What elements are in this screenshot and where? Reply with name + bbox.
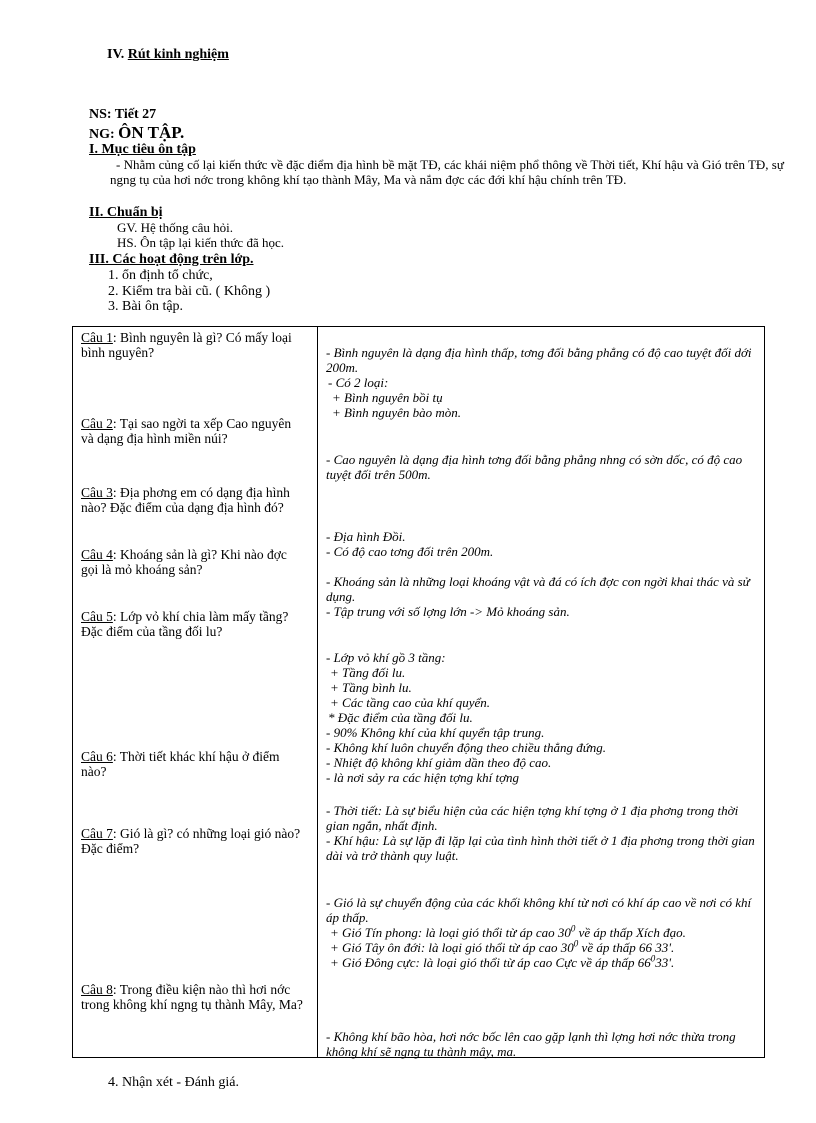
answer-line: - Không khí luôn chuyển động theo chiều thẳng đứng.	[326, 740, 607, 755]
page-title: ÔN TẬP.	[118, 123, 185, 142]
preparation-heading-text: II. Chuẩn bị	[89, 205, 163, 220]
answer-text: + Gió Tây ôn đới: là loại gió thổi từ áp cao 30	[330, 940, 574, 955]
answer-5	[326, 650, 756, 785]
question-text: : Thời tiết khác khí hậu ở điểm nào?	[81, 749, 280, 779]
section-iv-title: Rút kinh nghiệm	[127, 47, 229, 62]
question-5	[81, 609, 306, 639]
question-text: : Khoáng sản là gì? Khi nào đợc gọi là mỏ khoáng sản?	[81, 547, 287, 577]
activities-heading-text: III. Các hoạt động trên lớp.	[89, 252, 254, 267]
answer-line: + Tầng bình lu.	[330, 680, 412, 695]
answers-column	[318, 327, 765, 1058]
answer-8	[326, 1029, 756, 1059]
degree-sup: 0	[573, 938, 579, 949]
question-label: Câu 6	[81, 749, 113, 764]
question-text: : Bình nguyên là gì? Có mấy loại bình nguyên?	[81, 330, 292, 360]
questions-column	[73, 327, 318, 1058]
answer-line: - Tập trung với số lợng lớn -> Mỏ khoáng sản.	[326, 604, 570, 619]
question-text: : Gió là gì? có những loại gió nào? Đặc điểm?	[81, 826, 301, 856]
question-label: Câu 7	[81, 826, 113, 841]
answer-text: + Gió Đông cực: là loại gió thổi từ áp cao Cực về áp thấp 66	[330, 955, 651, 970]
answer-3	[326, 529, 756, 559]
answer-line: * Đặc điểm của tầng đối lu.	[328, 710, 473, 725]
answer-line: - Gió là sự chuyển động của các khối không khí từ nơi có khí áp cao về nơi có khí áp thấp.	[326, 895, 752, 925]
question-label: Câu 2	[81, 416, 113, 431]
question-text: : Trong điều kiện nào thì hơi nớc trong không khí ngng tụ thành Mây, Ma?	[81, 982, 303, 1012]
objectives-heading-text: I. Mục tiêu ôn tập	[89, 142, 196, 157]
answer-line: - Khí hậu: Là sự lặp đi lặp lại của tình hình thời tiết ở 1 địa phơng trong thời gian dài và trở thành quy luật.	[326, 833, 755, 863]
lesson-number: NS: Tiết 27	[89, 107, 157, 122]
degree-sup: 0	[650, 953, 656, 964]
answer-4	[326, 574, 756, 619]
answer-line: - Không khí bão hòa, hơi nớc bốc lên cao gặp lạnh thì lợng hơi nớc thừa trong không khí sẽ ngng tụ thành mây, ma.	[326, 1029, 736, 1059]
preparation-heading	[89, 205, 163, 221]
answer-line: - Có 2 loại:	[328, 375, 389, 390]
question-text: : Tại sao ngời ta xếp Cao nguyên và dạng địa hình miền núi?	[81, 416, 292, 446]
answer-line: + Bình nguyên bồi tụ	[332, 390, 443, 405]
question-6	[81, 749, 306, 779]
question-label: Câu 1	[81, 330, 113, 345]
answer-line: - 90% Không khí của khí quyển tập trung.	[326, 725, 545, 740]
answer-text: 33'.	[655, 955, 675, 970]
answer-text: + Gió Tín phong: là loại gió thổi từ áp cao 30	[330, 925, 571, 940]
answer-line: - Cao nguyên là dạng địa hình tơng đối bằng phẳng nhng có sờn dốc, có độ cao tuyệt đối trên 500m.	[326, 452, 743, 482]
preparation-gv: GV. Hệ thống câu hỏi.	[117, 220, 234, 235]
question-2	[81, 416, 306, 446]
section-iv-heading	[107, 47, 229, 63]
answer-line: - Thời tiết: Là sự biểu hiện của các hiện tợng khí tợng ở 1 địa phơng trong thời gian ngắn, nhất định.	[326, 803, 739, 833]
lesson-title	[89, 123, 184, 143]
assessment-line: 4. Nhận xét - Đánh giá.	[108, 1075, 240, 1090]
activities-heading	[89, 252, 254, 268]
answer-line: + Các tầng cao của khí quyển.	[330, 695, 491, 710]
objectives-heading	[89, 142, 196, 158]
answer-line: - Khoáng sản là những loại khoáng vật và đá có ích đợc con ngời khai thác và sử dụng.	[326, 574, 750, 604]
answer-line	[326, 955, 756, 970]
answer-line: + Bình nguyên bào mòn.	[332, 405, 462, 420]
question-4	[81, 547, 306, 577]
degree-sup: 0	[570, 923, 576, 934]
answer-text: về áp thấp Xích đạo.	[575, 925, 686, 940]
preparation-hs: HS. Ôn tập lại kiến thức đã học.	[117, 235, 284, 250]
question-text: : Lớp vỏ khí chia làm mấy tầng? Đặc điểm của tầng đối lu?	[81, 609, 289, 639]
answer-line: - Lớp vỏ khí gồ 3 tầng:	[326, 650, 446, 665]
answer-line	[326, 925, 756, 940]
question-8	[81, 982, 306, 1012]
answer-line: - là nơi sảy ra các hiện tợng khí tợng	[326, 770, 520, 785]
answer-line: + Tầng đối lu.	[330, 665, 406, 680]
question-label: Câu 3	[81, 485, 113, 500]
review-table	[72, 326, 765, 1058]
activity-item-3: 3. Bài ôn tập.	[108, 299, 184, 314]
question-3	[81, 485, 306, 515]
answer-7	[326, 895, 756, 970]
answer-2	[326, 452, 756, 482]
question-label: Câu 5	[81, 609, 113, 624]
activity-item-1: 1. ổn định tổ chức,	[108, 268, 213, 283]
question-label: Câu 8	[81, 982, 113, 997]
objectives-text: - Nhằm củng cố lại kiến thức về đặc điểm địa hình bề mặt TĐ, các khái niệm phổ thông về Thời tiết, Khí hậu và Gió trên TĐ, sự ngng tụ của hơi nớc trong không khí tạo thành Mây, Ma và nắm đợc các đới khí hậu chính trên TĐ.	[110, 157, 784, 187]
answer-line: - Địa hình Đồi.	[326, 529, 406, 544]
question-7	[81, 826, 306, 856]
question-label: Câu 4	[81, 547, 113, 562]
question-1	[81, 330, 306, 360]
answer-1	[326, 345, 756, 420]
question-text: : Địa phơng em có dạng địa hình nào? Đặc điểm của dạng địa hình đó?	[81, 485, 290, 515]
answer-6	[326, 803, 756, 863]
section-iv-number: IV.	[107, 47, 125, 62]
answer-line: - Có độ cao tơng đối trên 200m.	[326, 544, 494, 559]
answer-line	[326, 940, 756, 955]
answer-text: về áp thấp 66 33'.	[578, 940, 675, 955]
ng-prefix: NG:	[89, 127, 119, 142]
answer-line: - Bình nguyên là dạng địa hình thấp, tơng đối bằng phẳng có độ cao tuyệt đối dới 200m.	[326, 345, 752, 375]
answer-line: - Nhiệt độ không khí giảm dần theo độ cao.	[326, 755, 552, 770]
activity-item-2: 2. Kiểm tra bài cũ. ( Không )	[108, 284, 271, 299]
